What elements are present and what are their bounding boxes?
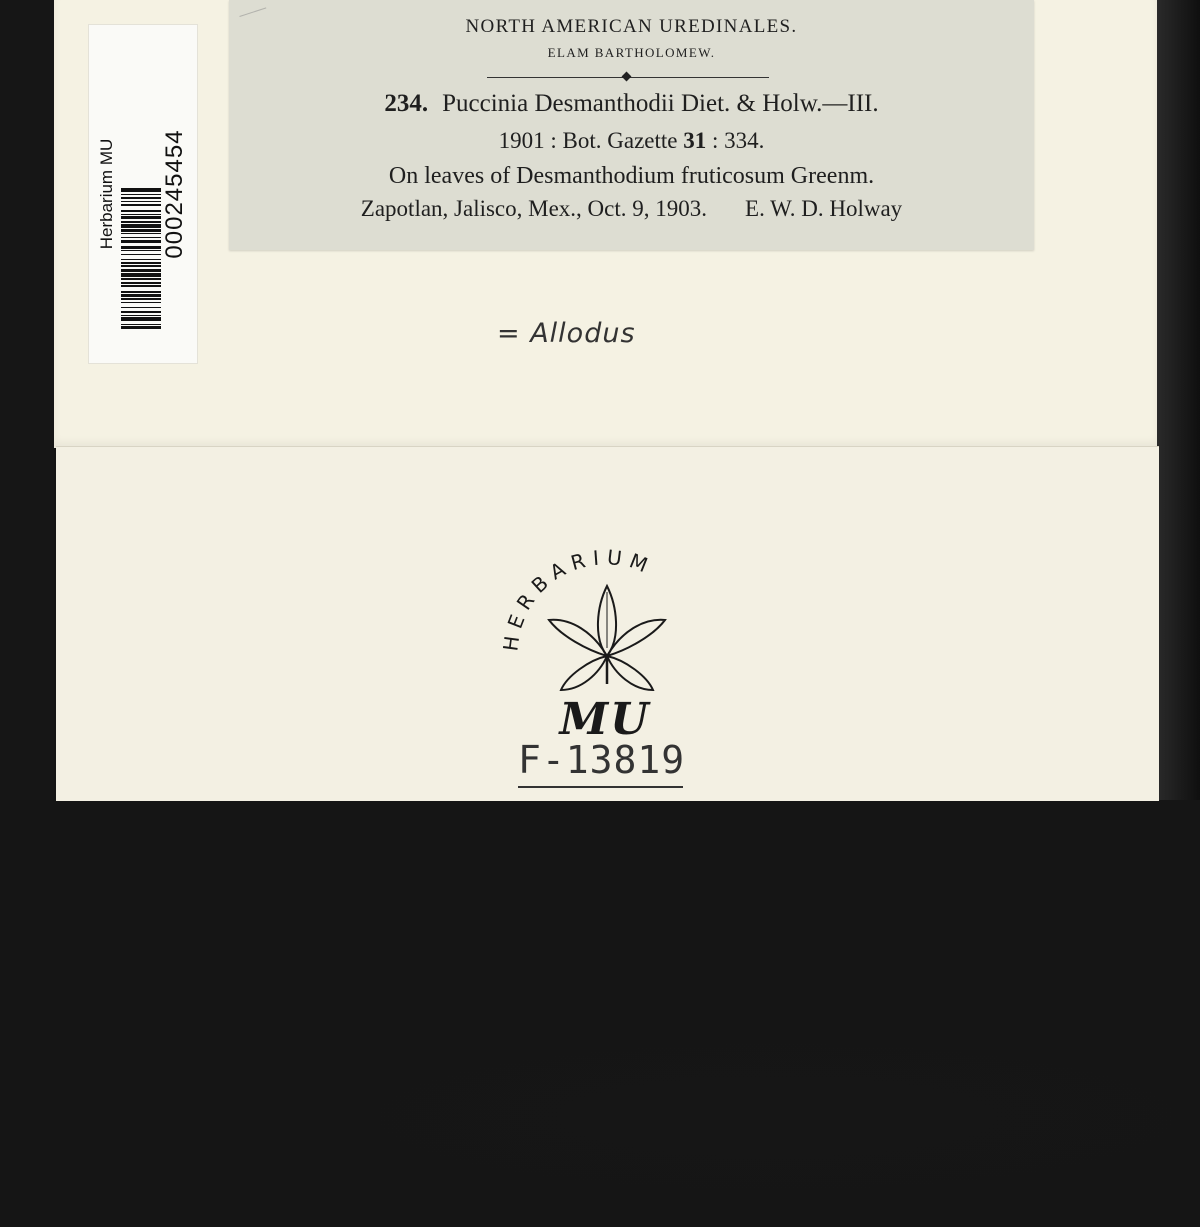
herbarium-stamp [490, 548, 720, 798]
taxon-line [229, 90, 1034, 118]
taxon-name: Puccinia Desmanthodii Diet. & Holw.—III. [442, 90, 879, 117]
citation-line [229, 128, 1034, 154]
show-through-shadow [176, 1007, 1176, 1227]
leaf-icon [549, 586, 665, 690]
accession-underline [518, 786, 683, 788]
locality: Zapotlan, Jalisco, Mex., Oct. 9, 1903. [360, 196, 708, 221]
diamond-ornament-icon [622, 72, 632, 82]
citation-volume: 31 [683, 128, 707, 153]
locality-line [229, 196, 1034, 222]
citation-suffix: : 334. [706, 128, 765, 153]
host-line: On leaves of Desmanthodium fruticosum Greenm. [388, 163, 875, 189]
accession-number: F-13819 [518, 738, 686, 782]
barcode-rotated [89, 29, 197, 359]
barcode-card [88, 24, 198, 364]
series-title: NORTH AMERICAN UREDINALES. [465, 16, 798, 37]
author-name: ELAM BARTHOLOMEW. [547, 45, 716, 60]
stamp-monogram: MU [559, 694, 651, 745]
barcode-institution: Herbarium MU [97, 138, 116, 250]
left-border [0, 0, 54, 800]
handwritten-annotation: = Allodus [497, 318, 636, 349]
exsiccata-number: 234. [384, 90, 429, 117]
citation-prefix: 1901 : Bot. Gazette [498, 128, 684, 153]
stamp-ring-text: HERBARIUM [498, 548, 658, 653]
printed-label [229, 0, 1034, 250]
barcode-bars [121, 59, 161, 329]
collector: E. W. D. Holway [745, 196, 903, 221]
barcode-number: 000245454 [161, 129, 188, 259]
right-border [1157, 0, 1200, 800]
